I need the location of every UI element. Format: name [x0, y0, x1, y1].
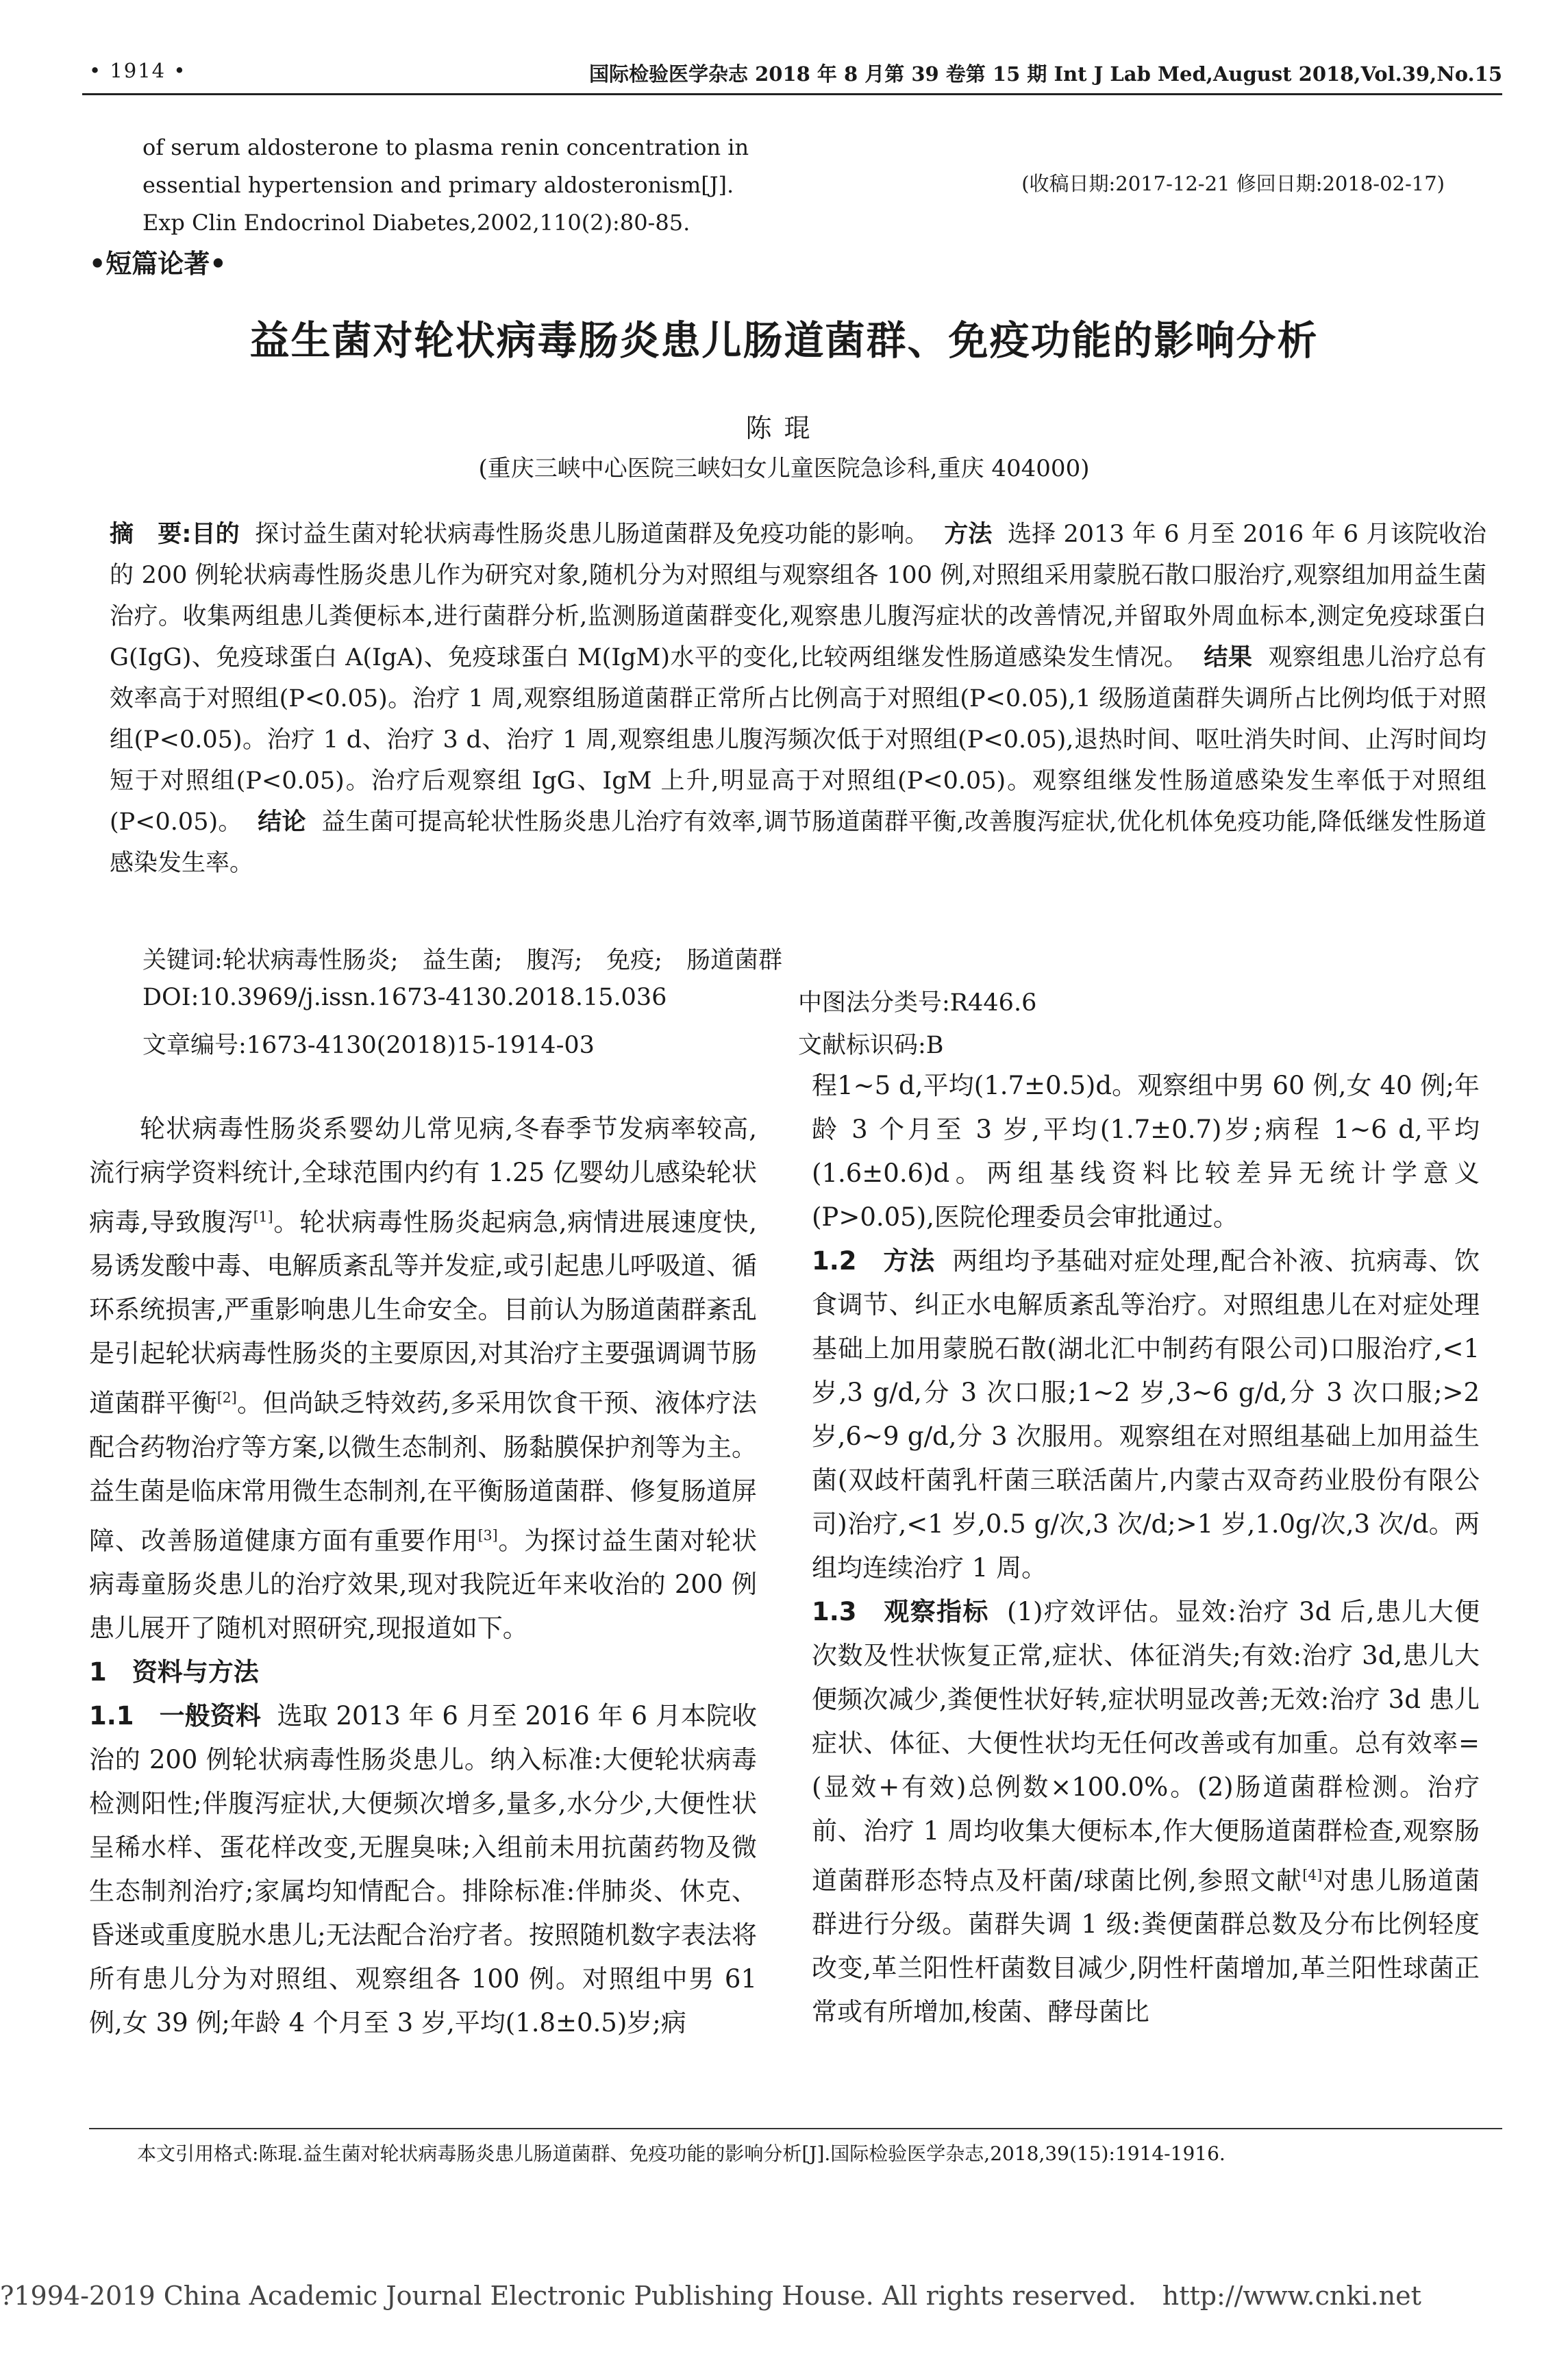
article-title: 益生菌对轮状病毒肠炎患儿肠道菌群、免疫功能的影响分析	[249, 317, 1319, 364]
section-1-2: 1.2 方法 两组均予基础对症处理,配合补液、抗病毒、饮食调节、纠正水电解质紊乱等治疗。对照组患儿在对症处理基础上加用蒙脱石散(湖北汇中制药有限公司)口服治疗,<1 岁,3 g/d,分 3 次口服;1~2 岁,3~6 g/d,分 3 次口服;>2 岁,6~9 g/d,分 3 次服用。观察组在对照组基础上加用益生菌(双歧杆菌乳杆菌三联活菌片,内蒙古双奇药业股份有限公司)治疗,<1 岁,0.5 g/次,3 次/d;>1 岁,1.0g/次,3 次/d。两组均连续治疗 1 周。	[812, 1246, 1480, 1583]
results-text: 观察组患儿治疗总有效率高于对照组(P<0.05)。治疗 1 周,观察组肠道菌群正常所占比例高于对照组(P<0.05),1 级肠道菌群失调所占比例均低于对照组(P<0.05)。治疗 1 d、治疗 3 d、治疗 1 周,观察组患儿腹泻频次低于对照组(P<0.05),退热时间、呕吐消失时间、止泻时间均短于对照组(P<0.05)。治疗后观察组 IgG、IgM 上升,明显高于对照组(P<0.05)。观察组继发性肠道感染发生率低于对照组(P<0.05)。	[110, 644, 1486, 836]
citation-ref-3: [3]	[477, 1526, 498, 1544]
previous-article-reference: of serum aldosterone to plasma renin concentration in essential hypertension and primary aldosteronism[J]. Exp Clin Endocrinol Diabetes,2002,110(2):80-85.	[142, 134, 749, 236]
purpose-label: 目的	[191, 521, 240, 548]
document-code: 文献标识码:B	[798, 1032, 944, 1059]
section-heading-1: 1 资料与方法	[89, 1657, 259, 1687]
abstract-label: 摘 要:	[110, 521, 192, 548]
journal-header: 国际检验医学杂志 2018 年 8 月第 39 卷第 15 期 Int J Lab Med,August 2018,Vol.39,No.15	[588, 62, 1502, 86]
doi: DOI:10.3969/j.issn.1673-4130.2018.15.036	[142, 984, 667, 1011]
page-number: • 1914 •	[89, 59, 187, 82]
results-label: 结果	[1204, 644, 1253, 671]
section-1-3-label: 1.3 观察指标	[812, 1597, 989, 1626]
continued-paragraph: 程1~5 d,平均(1.7±0.5)d。观察组中男 60 例,女 40 例;年龄 3 个月至 3 岁,平均(1.7±0.7)岁;病程 1~6 d,平均(1.6±0.6)d。两组基线资料比较差异无统计学意义(P>0.05),医院伦理委员会审批通过。	[812, 1071, 1480, 1232]
citation-ref-1: [1]	[253, 1209, 273, 1225]
section-1-1-label: 1.1 一般资料	[89, 1700, 261, 1731]
methods-text: 选择 2013 年 6 月至 2016 年 6 月该院收治的 200 例轮状病毒性肠炎患儿作为研究对象,随机分为对照组与观察组各 100 例,对照组采用蒙脱石散口服治疗,观察组加用益生菌治疗。收集两组患儿粪便标本,进行菌群分析,监测肠道菌群变化,观察患儿腹泻症状的改善情况,并留取外周血标本,测定免疫球蛋白 G(IgG)、免疫球蛋白 A(IgA)、免疫球蛋白 M(IgM)水平的变化,比较两组继发性肠道感染发生情况。	[110, 521, 1486, 671]
author: 陈琨	[745, 413, 823, 443]
body-left-column	[89, 1107, 757, 2045]
clc-number: 中图法分类号:R446.6	[798, 989, 1037, 1017]
purpose-text: 探讨益生菌对轮状病毒性肠炎患儿肠道菌群及免疫功能的影响。	[255, 521, 929, 548]
citation-rule	[89, 2128, 1502, 2129]
methods-label: 方法	[944, 521, 993, 548]
citation-format: 本文引用格式:陈琨.益生菌对轮状病毒肠炎患儿肠道菌群、免疫功能的影响分析[J].国际检验医学杂志,2018,39(15):1914-1916.	[137, 2142, 1225, 2165]
header-rule	[82, 93, 1502, 95]
conclusion-label: 结论	[258, 808, 306, 836]
conclusion-text: 益生菌可提高轮状性肠炎患儿治疗有效率,调节肠道菌群平衡,改善腹泻症状,优化机体免疫功能,降低继发性肠道感染发生率。	[110, 808, 1486, 877]
affiliation: (重庆三峡中心医院三峡妇女儿童医院急诊科,重庆 404000)	[478, 455, 1090, 482]
section-tag: •短篇论著•	[89, 248, 227, 279]
article-number: 文章编号:1673-4130(2018)15-1914-03	[142, 1032, 595, 1059]
section-1-3: 1.3 观察指标 (1)疗效评估。显效:治疗 3d 后,患儿大便次数及性状恢复正常,症状、体征消失;有效:治疗 3d,患儿大便频次减少,粪便性状好转,症状明显改善;无效:治疗 3d 患儿症状、体征、大便性状均无任何改善或有加重。总有效率=(显效+有效)总例数×100.0%。(2)肠道菌群检测。治疗前、治疗 1 周均收集大便标本,作大便肠道菌群检查,观察肠道菌群形态特点及杆菌/球菌比例,参照文献[4]对患儿肠道菌群进行分级。菌群失调 1 级:粪便菌群总数及分布比例轻度改变,革兰阳性杆菌数目减少,阴性杆菌增加,革兰阳性球菌正常或有所增加,梭菌、酵母菌比	[812, 1597, 1480, 2027]
section-1-1: 1.1 一般资料 选取 2013 年 6 月至 2016 年 6 月本院收治的 200 例轮状病毒性肠炎患儿。纳入标准:大便轮状病毒检测阳性;伴腹泻症状,大便频次增多,量多,水分少,大便性状呈稀水样、蛋花样改变,无腥臭味;入组前未用抗菌药物及微生态制剂治疗;家属均知情配合。排除标准:伴肺炎、休克、昏迷或重度脱水患儿;无法配合治疗者。按照随机数字表法将所有患儿分为对照组、观察组各 100 例。对照组中男 61 例,女 39 例;年龄 4 个月至 3 岁,平均(1.8±0.5)岁;病	[89, 1700, 757, 2037]
abstract	[110, 514, 1486, 884]
intro-paragraph: 轮状病毒性肠炎系婴幼儿常见病,冬春季节发病率较高,流行病学资料统计,全球范围内约有 1.25 亿婴幼儿感染轮状病毒,导致腹泻[1]。轮状病毒性肠炎起病急,病情进展速度快,易诱发酸中毒、电解质紊乱等并发症,或引起患儿呼吸道、循环系统损害,严重影响患儿生命安全。目前认为肠道菌群紊乱是引起轮状病毒性肠炎的主要原因,对其治疗主要强调调节肠道菌群平衡[2]。但尚缺乏特效药,多采用饮食干预、液体疗法配合药物治疗等方案,以微生态制剂、肠黏膜保护剂等为主。益生菌是临床常用微生态制剂,在平衡肠道菌群、修复肠道屏障、改善肠道健康方面有重要作用[3]。为探讨益生菌对轮状病毒童肠炎患儿的治疗效果,现对我院近年来收治的 200 例患儿展开了随机对照研究,现报道如下。	[89, 1114, 757, 1643]
section-1-2-label: 1.2 方法	[812, 1246, 936, 1276]
copyright-footer: ?1994-2019 China Academic Journal Electronic Publishing House. All rights reserved. http://www.cnki.net	[0, 2281, 1421, 2311]
citation-ref-4: [4]	[1302, 1867, 1323, 1883]
citation-ref-2: [2]	[216, 1389, 237, 1407]
body-right-column	[812, 1064, 1480, 2034]
received-dates: (收稿日期:2017-12-21 修回日期:2018-02-17)	[1021, 172, 1445, 195]
keywords: 关键词:轮状病毒性肠炎; 益生菌; 腹泻; 免疫; 肠道菌群	[142, 947, 782, 974]
